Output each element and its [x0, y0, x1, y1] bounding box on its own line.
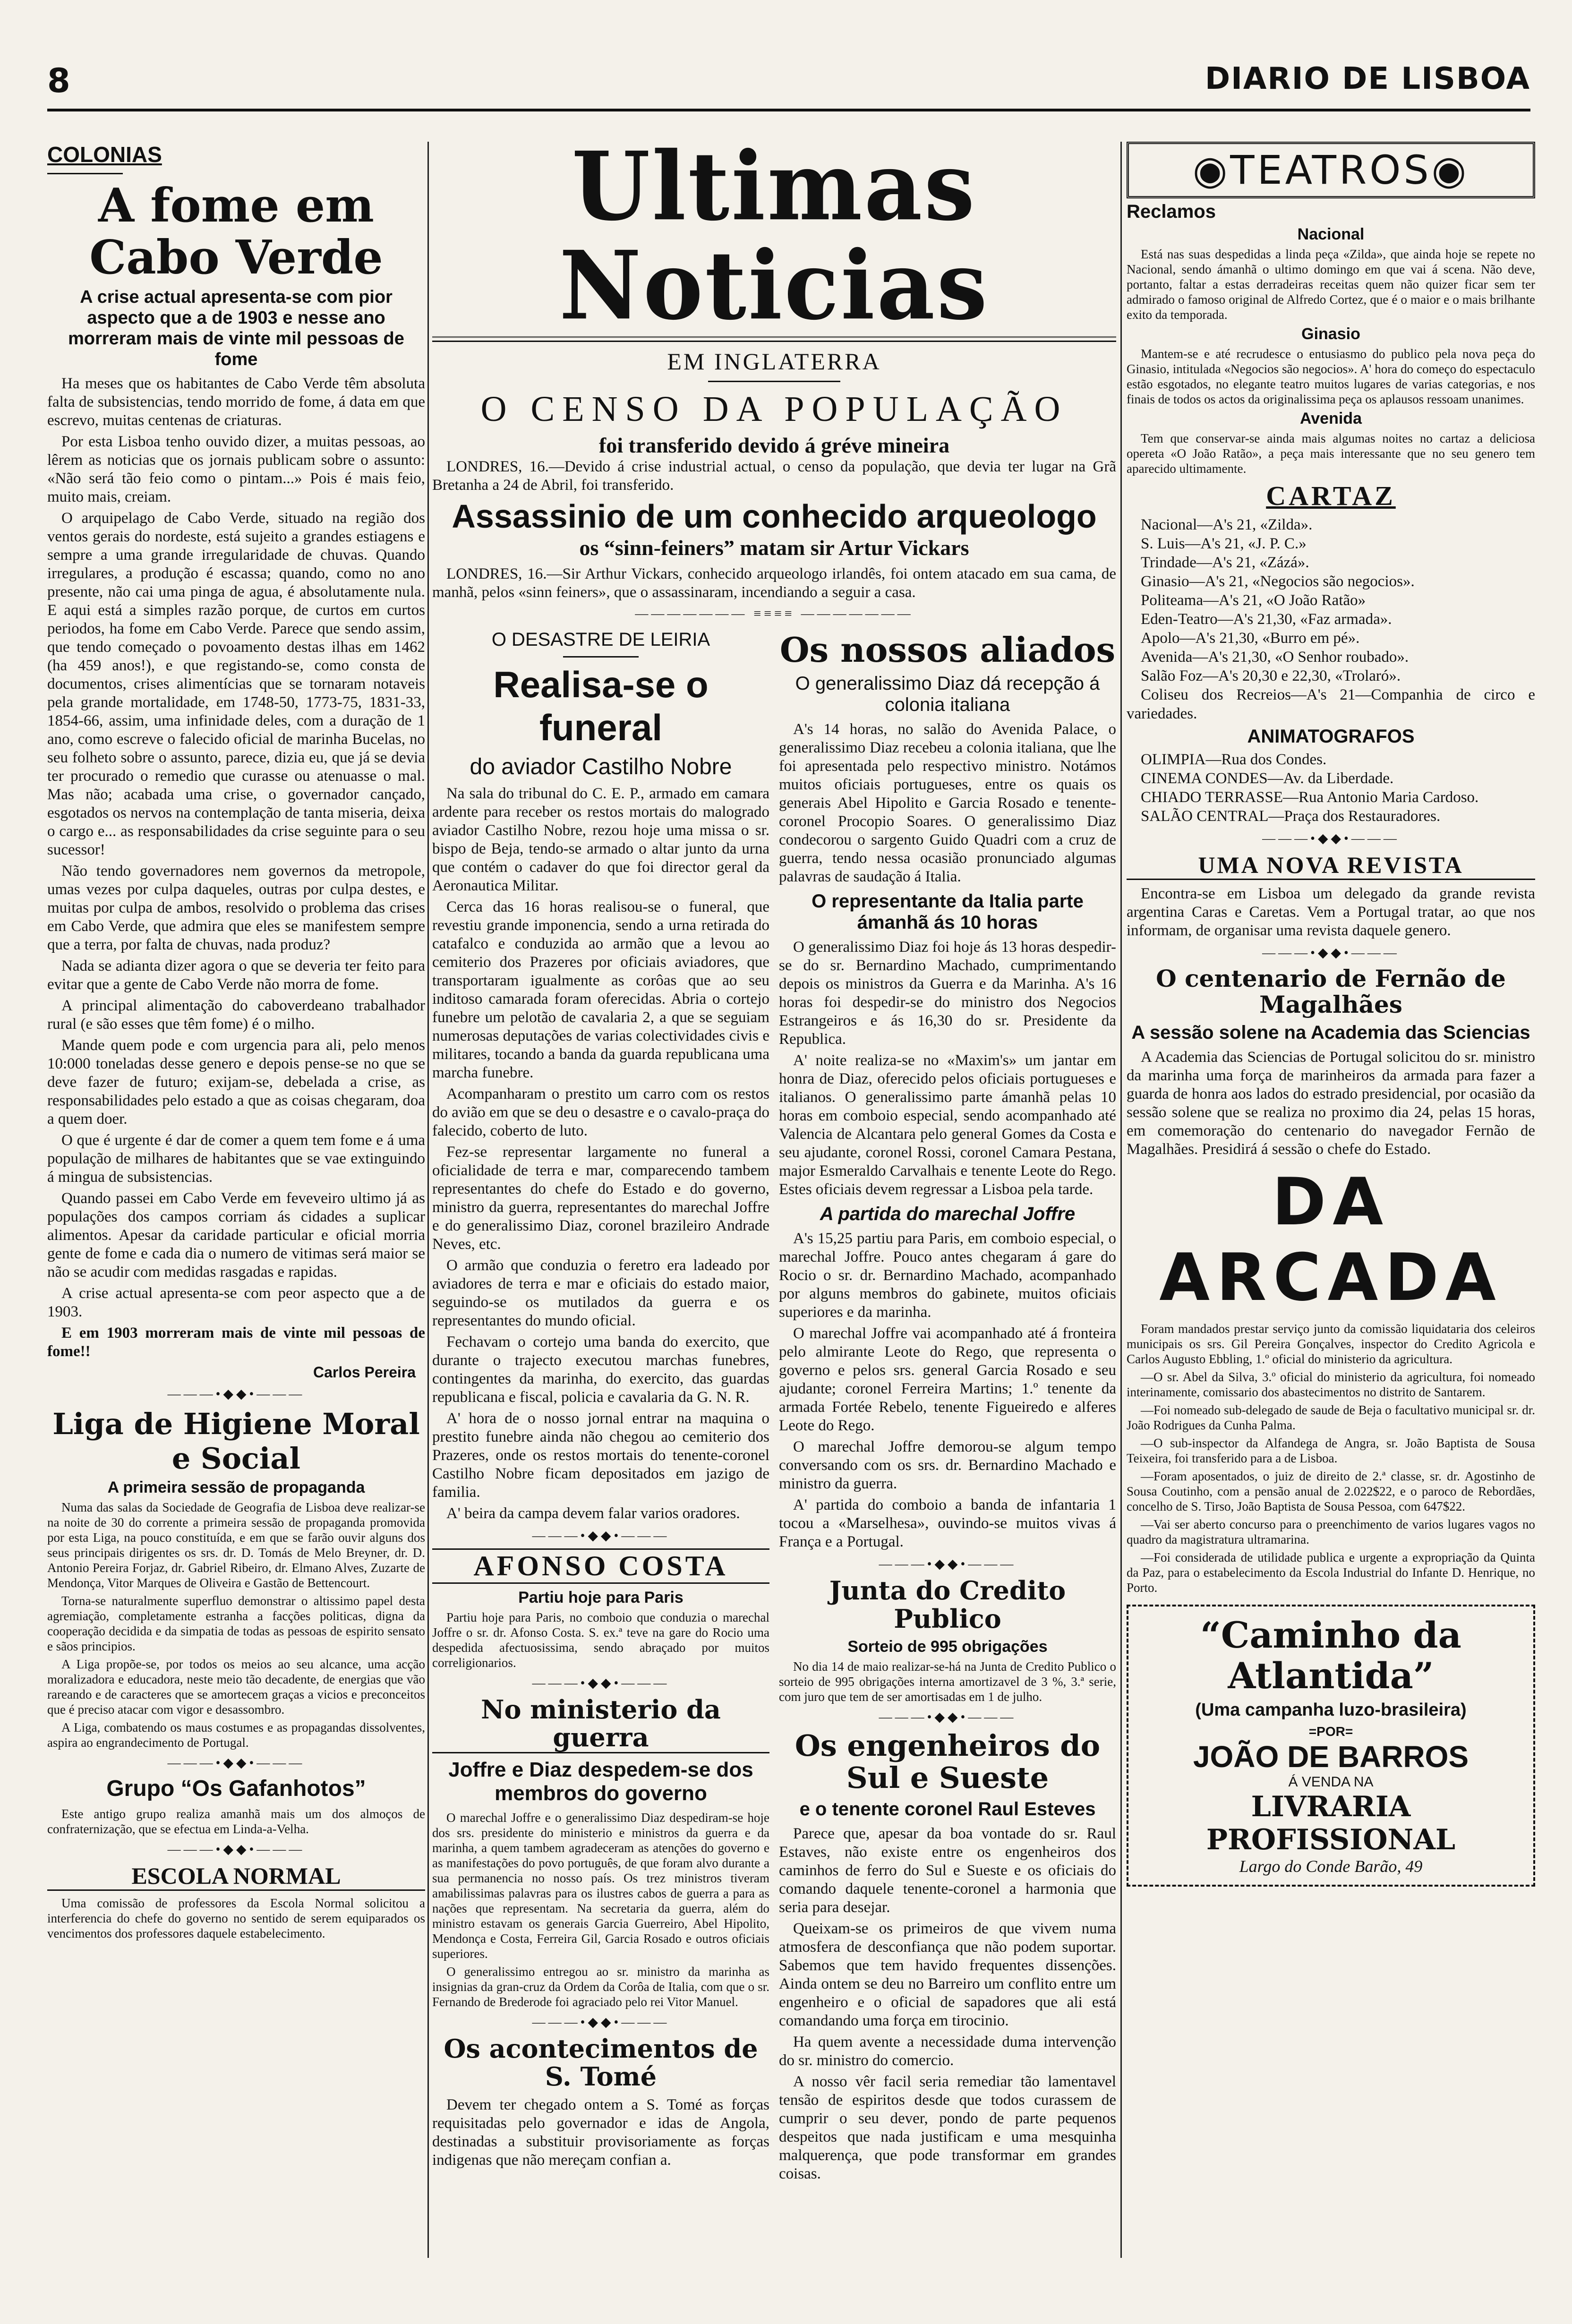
article-title: Liga de Higiene Moral e Social: [52, 1407, 420, 1476]
page-number: 8: [47, 61, 70, 100]
ornament: ———•◆◆•———: [167, 1756, 305, 1770]
ornament: ———•◆◆•———: [167, 1842, 305, 1857]
paragraph: A's 15,25 partiu para Paris, em comboio especial, o marechal Joffre. Pouco antes chegaram á gare do Rocio o sr. dr. Bernardino Machado, acompanhado por alguns membros do gabinete, muitos oficiais superiores e da marinha.: [779, 1230, 1116, 1321]
theatre-name: Ginasio: [1301, 325, 1360, 343]
paragraph: O marechal Joffre vai acompanhado até á fronteira pelo almirante Leote do Rego, que representa o governo e pelos srs. general Garcia Rosado e seu ajudante; coronel Ferreira Martins; 1.º tenente da armada Fortée Rebelo, tenente Figueiredo e alferes Leote do Rego.: [779, 1325, 1116, 1435]
paragraph: O marechal Joffre e o generalissimo Diaz despediram-se hoje dos srs. presidente do ministerio e ministros da guerra e da marinha, a quem tambem agradeceram as atenções do governo e as manifestações do povo português, de que foram alvo durante a sua permanencia no nosso país. Os trez ministros tiveram amabilissimas palavras para os ilustres cabos de guerra a para as nações que representam. Na secretaria da guerra, além do ministro estavam os generais Garcia Guerreiro, Abel Hipolito, Mendonça e Costa, Ferreira Gil, Garcia Rosado e outros oficiais superiores.: [432, 1810, 769, 1961]
column-colonias: [47, 142, 425, 1944]
paragraph: Tem que conservar-se ainda mais algumas noites no cartaz a deliciosa opereta «O João Ratão», a peça mais interessante que no seu genero tem aparecido ultimamente.: [1127, 431, 1535, 476]
cartaz-item: Apolo—A's 21,30, «Burro em pé».: [1141, 630, 1360, 647]
headline-sub: os “sinn-feiners” matam sir Artur Vickars: [579, 536, 969, 560]
paragraph: A' noite realiza-se no «Maxim's» um jantar em honra de Diaz, oferecido pelos oficiais portugueses e italianos. O generalissimo parte ámanhã pelas 10 horas em comboio especial, sendo acompanhado até Valencia de Alcantara pelo general Gomes da Costa e seu ajudante, coronel Rossi, coronel Camara Pestana, major Esmeraldo Carvalhais e tenente Leote do Rego. Estes oficiais devem regressar a Lisboa pela tarde.: [779, 1052, 1116, 1198]
paragraph: —Vai ser aberto concurso para o preenchimento de varios lugares vagos no quadro da magistratura ultramarina.: [1127, 1517, 1535, 1546]
paragraph: Parece que, apesar da boa vontade do sr. Raul Estaves, não existe entre os engenheiros dos caminhos de ferro do Sul e Sueste e os oficiais do comando daquele tenente-coronel a harmonia que seria para desejar.: [779, 1825, 1116, 1916]
paragraph: Por esta Lisboa tenho ouvido dizer, a muitas pessoas, ao lêrem as noticias que os jornais publicam sobre o assunto: «Não será tão feio como o pintam...» Pois é mais feio, muito mais, creiam.: [47, 433, 425, 505]
paragraph: Queixam-se os primeiros de que vivem numa atmosfera de desconfiança que não podem suportar. Sabemos que tem havido frequentes dissenções. Ainda ontem se deu no Barreiro um conflito entre um engenheiro e o oficial de sapadores que ali está comandando uma força em tirocinio.: [779, 1920, 1116, 2030]
cinema-item: OLIMPIA—Rua dos Condes.: [1141, 751, 1327, 768]
article-subtitle: do aviador Castilho Nobre: [470, 754, 732, 779]
animatografos-title: ANIMATOGRAFOS: [1247, 726, 1415, 747]
paragraph: O marechal Joffre demorou-se algum tempo conversando com os srs. dr. Bernardino Machado e ministro da guerra.: [779, 1438, 1116, 1493]
paragraph: A principal alimentação do caboverdeano trabalhador rural (e são esses que têm fome) é o milho.: [47, 997, 425, 1033]
paragraph: O arquipelago de Cabo Verde, situado na região dos ventos gerais do nordeste, está sujeito a grandes estiagens e sempre a uma grande irregularidade de chuvas. Quando irregulares, a produção é escassa; quando, como no ano presente, não cai uma pinga de agua, é absolutamente nula. E aqui está a simples razão porque, de curtos em curtos periodos, ha fome em Cabo Verde. Parece que sendo assim, que tendo começado o povoamento destas ilhas em 1462 (ha 459 anos!), e que registando-se, como consta de documentos, crises alimentícias que se tornaram notaveis pela grande mortalidade, em 1748-50, 1773-75, 1831-33, 1854-66, assim, uma infinidade deles, com a duração de 1 ano, como escreve o falecido oficial de marinha Bucelas, no seu folheto sobre o assunto, parece, dizia eu, que já se devia ter procurado o remedio que curasse ou atenuasse o mal. Mas não; acabada uma crise, o governador cançado, esgotados os nervos na contemplação de tanta miseria, deixa o cargo e... as responsabilidades da crise seguinte para o seu sucessor!: [47, 510, 425, 858]
section-title: Ultimas Noticias: [559, 131, 990, 341]
article-subtitle: O generalissimo Diaz dá recepção á colonia italiana: [795, 673, 1100, 716]
divider: [708, 381, 840, 382]
article-title: Realisa-se o funeral: [493, 664, 709, 748]
paragraph: LONDRES, 16.—Sir Arthur Vickars, conhecido arqueologo irlandês, foi ontem atacado em sua cama, de manhã, pelos «sinn feiners», que o assassinaram, incendiando a seguir a casa.: [432, 565, 1116, 601]
paragraph: —O sr. Abel da Silva, 3.º oficial do ministerio da agricultura, foi nomeado interinamente, comissario dos abastecimentos no distrito de Santarem.: [1127, 1370, 1535, 1399]
article-title: Os acontecimentos de S. Tomé: [444, 2033, 758, 2092]
kicker: O DESASTRE DE LEIRIA: [491, 629, 710, 650]
ad-subtitle: (Uma campanha luzo-brasileira): [1195, 1700, 1467, 1720]
article-subtitle: A sessão solene na Academia das Sciencias: [1131, 1022, 1530, 1043]
ad-address: Largo do Conde Barão, 49: [1239, 1857, 1423, 1876]
ornament: ——————— ≡≡≡≡ ———————: [635, 607, 914, 621]
paragraph: Foram mandados prestar serviço junto da comissão liquidataria dos celeiros municipais os srs. Gil Pereira Gonçalves, inspector do Credito Agricola e Carlos Augusto Ebbling, 1.º oficial do ministerio da agricultura.: [1127, 1322, 1535, 1366]
paragraph: A crise actual apresenta-se com peor aspecto que a de 1903.: [47, 1285, 425, 1320]
paragraph: A Liga, combatendo os maus costumes e as propagandas dissolventes, aspira ao engrandecimento de Portugal.: [47, 1720, 425, 1750]
teatros-label: TEATROS: [1230, 147, 1432, 193]
paragraph: A Academia das Sciencias de Portugal solicitou do sr. ministro da marinha uma força de marinheiros da armada para fazer a guarda de honra aos lados do estrado presidencial, por ocasião da sessão solene que se realiza no proximo dia 24, pelas 15 horas, em comemoração do centenario do navegador Fernão de Magalhães. Presidirá á sessão o chefe do Estado.: [1127, 1049, 1535, 1158]
subcolumn-right: [779, 626, 1116, 2186]
paragraph: Não tendo governadores nem governos da metropole, umas vezes por culpa daqueles, outras por culpa destes, e muitas por culpa de ambos, resolvido o problema das crises em Cabo Verde, que admira que eles se manifestem sempre que a terra, por falta de chuvas, nada produz?: [47, 863, 425, 953]
headline: O CENSO DA POPULAÇÃO: [480, 389, 1068, 429]
ad-venda: Á VENDA NA: [1288, 1774, 1374, 1790]
paragraph: Uma comissão de professores da Escola Normal solicitou a interferencia do chefe do governo no sentido de serem equiparados os vencimentos dos professores daquele estabelecimento.: [47, 1896, 425, 1940]
paragraph: No dia 14 de maio realizar-se-há na Junta de Credito Publico o sorteio de 995 obrigações interna amortizavel de 3 %, 3.ª serie, com juro que tem de ser amortisadas em 1 de julho.: [779, 1659, 1116, 1704]
column-ultimas-noticias: [432, 131, 1116, 2186]
paragraph: Encontra-se em Lisboa um delegado da grande revista argentina Caras e Caretas. Vem a Portugal tratar, ao que nos informam, de organisar uma revista daquele genero.: [1127, 885, 1535, 939]
cartaz-item: Avenida—A's 21,30, «O Senhor roubado».: [1141, 649, 1409, 666]
paragraph: Quando passei em Cabo Verde em feveveiro ultimo já as populações dos campos corriam ás cidades a suplicar alimentos. Apesar da caridade particular e oficial morria gente de fome e cada dia o numero de vitimas será maior se não se acudir com medidas rasgadas e rapidas.: [47, 1190, 425, 1281]
cartaz-item: S. Luis—A's 21, «J. P. C.»: [1141, 535, 1307, 552]
section-title: ◉TEATROS◉: [1127, 142, 1535, 198]
paragraph: Cerca das 16 horas realisou-se o funeral, que revestiu grande imponencia, sendo a urna retirada do catafalco e conduzida ao armão que a levou ao cemiterio dos Prazeres por oficiais aviadores, que transportaram igualmente as corôas que ao seu inditoso camarada foram oferecidas. Abria o cortejo funebre um pelotão de cavalaria 2, a que se seguiam numerosas deputações de varias colectividades civis e militares, tocando a banda da guarda republicana uma marcha funebre.: [432, 898, 769, 1081]
book-advertisement: [1127, 1605, 1535, 1887]
article-title: AFONSO COSTA: [432, 1548, 769, 1584]
ornament: ———•◆◆•———: [532, 1529, 670, 1543]
paragraph: A Liga propõe-se, por todos os meios ao seu alcance, uma acção moralizadora e educadora, neste meio tão decadente, de energias que vão rareando e de caracteres que se amortecem graças a vicios e preconceitos que é preciso atacar com vigor e desassombro.: [47, 1657, 425, 1717]
column-teatros: [1127, 142, 1535, 1887]
ornament: ———•◆◆•———: [1262, 831, 1400, 846]
arcada-title: DA ARCADA: [1159, 1164, 1503, 1316]
cartaz-list: [1127, 515, 1535, 723]
ad-author: JOÃO DE BARROS: [1193, 1740, 1469, 1774]
paragraph: —Foi nomeado sub-delegado de saude de Beja o facultativo municipal sr. dr. João Rodrigues da Cunha Palma.: [1127, 1403, 1535, 1432]
section-label: COLONIAS: [47, 142, 162, 167]
cinema-item: CINEMA CONDES—Av. da Liberdade.: [1141, 770, 1394, 787]
paragraph: Mantem-se e até recrudesce o entusiasmo do publico pela nova peça do Ginasio, intitulada «Negocios são negocios». A' hora do começo do espectaculo estão esgotados, no elegante teatro muitos lugares de varias categorias, e nos finais de todos os actos da originalissima peça os aplausos ressoam unanimes.: [1127, 347, 1535, 406]
ad-por: =POR=: [1308, 1724, 1353, 1739]
cartaz-item: Ginasio—A's 21, «Negocios são negocios».: [1141, 573, 1415, 590]
paragraph: Ha meses que os habitantes de Cabo Verde têm absoluta falta de subsistencias, tendo morrido de fome, á data em que escrevo, muitas centenas de criaturas.: [47, 375, 425, 429]
paragraph: O armão que conduzia o feretro era ladeado por aviadores de terra e mar e oficiais do estado maior, seguindo-se os mutilados da guerra e os representantes do mundo oficial.: [432, 1257, 769, 1329]
article-title: Os engenheiros do Sul e Sueste: [795, 1728, 1101, 1795]
paragraph: A' hora de o nosso jornal entrar na maquina o prestito funebre ainda não chegou ao cemiterio dos Prazeres, onde os restos mortais do tenente-coronel Castilho Nobre ficam depositados em jazigo de familia.: [432, 1410, 769, 1501]
article-title: A partida do marechal Joffre: [820, 1204, 1076, 1225]
article-subtitle: Partiu hoje para Paris: [518, 1589, 683, 1606]
signature: Carlos Pereira: [313, 1364, 416, 1381]
paragraph: Está nas suas despedidas a linda peça «Zilda», que ainda hoje se repete no Nacional, sendo ámanhã o ultimo domingo em que vai á scena. Não deve, portanto, faltar a estas derradeiras receitas quem não quizer ficar sem ter admirado o famoso original de Alfredo Cortez, que é o maior e o mais brilhante exito da temporada.: [1127, 247, 1535, 322]
paragraph: E em 1903 morreram mais de vinte mil pessoas de fome!!: [47, 1324, 425, 1360]
headline-sub: foi transferido devido á gréve mineira: [598, 433, 950, 457]
column-rule: [1120, 142, 1122, 2258]
ornament: ———•◆◆•———: [879, 1557, 1017, 1572]
ornament: ———•◆◆•———: [532, 2015, 670, 2030]
divider: [47, 173, 123, 174]
paragraph: LONDRES, 16.—Devido á crise industrial actual, o censo da população, que devia ter lugar na Grã Bretanha a 24 de Abril, foi transferido.: [432, 458, 1116, 494]
ad-title: “Caminho da Atlantida”: [1200, 1614, 1461, 1697]
paragraph: Este antigo grupo realiza amanhã mais um dos almoços de confraternização, que se efectua em Linda-a-Velha.: [47, 1807, 425, 1836]
paragraph: Devem ter chegado ontem a S. Tomé as forças requisitadas pelo governador e idas de Angola, destinadas a substituir provisoriamente as forças indigenas que não mereçam confian a.: [432, 2096, 769, 2169]
paragraph: Torna-se naturalmente superfluo demonstrar o altissimo papel desta agremiação, completamente estranha a facções politicas, digna da cooperação decidida e da simpatia de todas as pessoas de espirito sensato e sãos principios.: [47, 1594, 425, 1653]
paragraph: —Foi considerada de utilidade publica e urgente a expropriação da Quinta da Paz, para o estabelecimento da Escola Industrial do Infante D. Henrique, no Porto.: [1127, 1550, 1535, 1595]
article-title: O representante da Italia parte ámanhã ás 10 horas: [812, 891, 1084, 933]
article-title: O centenario de Fernão de Magalhães: [1156, 965, 1506, 1018]
headline: Assassinio de um conhecido arqueologo: [452, 498, 1097, 535]
cartaz-item: Politeama—A's 21, «O João Ratão»: [1141, 592, 1366, 609]
article-subtitle: A primeira sessão de propaganda: [107, 1478, 365, 1496]
article-title: UMA NOVA REVISTA: [1127, 851, 1535, 880]
paragraph: A's 14 horas, no salão do Avenida Palace, o generalissimo Diaz recebeu a colonia italiana, que lhe foi apresentada pelo respectivo ministro. Notámos muitos oficiais portugueses, entre os quais os generais Abel Hipolito e Garcia Rosado e tenente-coronel Procopio Soares. O generalissimo Diaz condecorou o sargento Guido Quadri com a cruz de guerra, tendo nessa ocasião pronunciado algumas palavras de saudação á Italia.: [779, 721, 1116, 886]
column-rule: [427, 142, 429, 2258]
article-title: Grupo “Os Gafanhotos”: [106, 1776, 366, 1801]
paragraph: Fez-se representar largamente no funeral a oficialidade de terra e mar, comparecendo tambem representantes do chefe do Estado e do governo, ministro da guerra, representantes do marechal Joffre e do generalissimo Diaz, coronel brazileiro Andrade Neves, etc.: [432, 1144, 769, 1253]
cartaz-item: Nacional—A's 21, «Zilda».: [1141, 516, 1313, 533]
divider: [563, 656, 639, 658]
ornament: ———•◆◆•———: [1262, 946, 1400, 960]
ornament: ———•◆◆•———: [167, 1387, 305, 1401]
section-label: EM INGLATERRA: [667, 348, 881, 375]
paragraph: Mande quem pode e com urgencia para ali, pelo menos 10:000 toneladas desse genero e depois pense-se no que se deve fazer de futuro; exijam-se, debelada a crise, as responsabilidades pelo estado a que as coisas chegaram, doa a quem doer.: [47, 1037, 425, 1128]
cartaz-title: CARTAZ: [1266, 480, 1396, 511]
paragraph: Nada se adianta dizer agora o que se deveria ter feito para evitar que a gente de Cabo Verde não morra de fome.: [47, 957, 425, 993]
cartaz-item: Eden-Teatro—A's 21,30, «Faz armada».: [1141, 611, 1392, 628]
paragraph: —Foram aposentados, o juiz de direito de 2.ª classe, sr. dr. Agostinho de Sousa Coutinho, com a pensão anual de 2.022$22, e o paroco de Rebordães, concelho de S. Tirso, João Baptista de Sousa Pessoa, com 647$22.: [1127, 1469, 1535, 1513]
ornament: ———•◆◆•———: [879, 1709, 1017, 1725]
page-header: [47, 57, 1530, 111]
article-subtitle: Joffre e Diaz despedem-se dos membros do governo: [448, 1758, 753, 1805]
paragraph: Partiu hoje para Paris, no comboio que conduzia o marechal Joffre o sr. dr. Afonso Costa. S. ex.ª teve na gare do Rocio uma despedida afectuosissima, sendo abraçado por muitos correligionarios.: [432, 1610, 769, 1670]
cartaz-item: Trindade—A's 21, «Zázá».: [1141, 554, 1309, 571]
paragraph: A' partida do comboio a banda de infantaria 1 tocou a «Marselhesa», ouvindo-se muitos vivas á França e a Portugal.: [779, 1496, 1116, 1551]
article-subtitle: A crise actual apresenta-se com pior aspecto que a de 1903 e nesse ano morreram mais de vinte mil pessoas de fome: [68, 287, 404, 369]
theatre-name: Avenida: [1299, 410, 1362, 427]
paragraph: O generalissimo entregou ao sr. ministro da marinha as insignias da gran-cruz da Ordem da Corôa de Italia, com que o sr. Fernando de Brederode foi agraciado pelo rei Vitor Manuel.: [432, 1964, 769, 2009]
article-subtitle: Sorteio de 995 obrigações: [847, 1637, 1048, 1656]
article-title: No ministerio da guerra: [432, 1696, 769, 1753]
masthead: DIARIO DE LISBOA: [1205, 61, 1530, 96]
cinema-item: SALÃO CENTRAL—Praça dos Restauradores.: [1141, 808, 1441, 825]
paragraph: O generalissimo Diaz foi hoje ás 13 horas despedir-se do sr. Bernardino Machado, cumprimentando depois os ministros da Guerra e da Marinha. A's 16 horas foi despedir-se do ministro dos Negocios Estrangeiros e ás 16,30 do sr. Presidente da Republica.: [779, 939, 1116, 1048]
paragraph: —O sub-inspector da Alfandega de Angra, sr. João Baptista de Sousa Teixeira, foi transferido para a de Lisboa.: [1127, 1436, 1535, 1465]
paragraph: Acompanharam o prestito um carro com os restos do avião em que se deu o desastre e o cavalo-praça do falecido, coberto de luto.: [432, 1085, 769, 1139]
theatre-name: Nacional: [1297, 225, 1365, 243]
cartaz-item: Coliseu dos Recreios—A's 21—Companhia de circo e variedades.: [1127, 686, 1535, 722]
paragraph: Na sala do tribunal do C. E. P., armado em camara ardente para receber os restos mortais do malogrado aviador Castilho Nobre, rezou hoje uma missa o sr. bispo de Beja, tendo-se armado o altar junto da urna que contém o cadaver do que foi director geral da Aeronautica Militar.: [432, 785, 769, 894]
cartaz-item: Salão Foz—A's 20,30 e 22,30, «Trolaró».: [1141, 667, 1401, 684]
subcolumn-left: [432, 626, 769, 2186]
article-title: ESCOLA NORMAL: [47, 1862, 425, 1891]
ornament: ———•◆◆•———: [532, 1676, 670, 1691]
section-label: Reclamos: [1127, 201, 1216, 222]
two-column-block: [432, 626, 1116, 2186]
article-title: Junta do Credito Publico: [829, 1575, 1066, 1634]
cinema-item: CHIADO TERRASSE—Rua Antonio Maria Cardoso.: [1141, 789, 1479, 806]
paragraph: Ha quem avente a necessidade duma intervenção do sr. ministro do comercio.: [779, 2034, 1116, 2069]
paragraph: O que é urgente é dar de comer a quem tem fome e á uma população de milhares de habitantes que se vae extinguindo á mingua de subsistencias.: [47, 1132, 425, 1186]
article-title: A fome em Cabo Verde: [89, 179, 383, 285]
paragraph: A nosso vêr facil seria remediar tão lamentavel tensão de espiritos desde que todos curassem de cumprir o seu dever, pondo de parte pequenos despeitos que nada justificam e uma mesquinha malquerença, que pode transformar em grandes coisas.: [779, 2073, 1116, 2183]
paragraph: Fechavam o cortejo uma banda do exercito, que durante o trajecto executou marchas funebres, contingentes da marinha, do exercito, das guardas republicana e fiscal, policia e cavalaria da G. N. R.: [432, 1333, 769, 1406]
article-title: Os nossos aliados: [779, 630, 1116, 670]
article-subtitle: e o tenente coronel Raul Esteves: [799, 1799, 1096, 1820]
ad-bookshop: LIVRARIA PROFISSIONAL: [1206, 1790, 1456, 1856]
paragraph: Numa das salas da Sociedade de Geografia de Lisboa deve realizar-se na noite de 30 do corrente a primeira sessão de propaganda promovida por esta Liga, na pouco constituída, e em que se farão ouvir alguns dos seus principais dirigentes os srs. dr. D. Tomás de Melo Breyner, dr. D. Antonio Pereira Forjaz, dr. Gabriel Ribeiro, dr. Elmano Alves, Zuzarte de Mendonça, Vitor Marques de Oliveira e Gastão de Bettencourt.: [47, 1500, 425, 1590]
paragraph: A' beira da campa devem falar varios oradores.: [446, 1505, 740, 1522]
